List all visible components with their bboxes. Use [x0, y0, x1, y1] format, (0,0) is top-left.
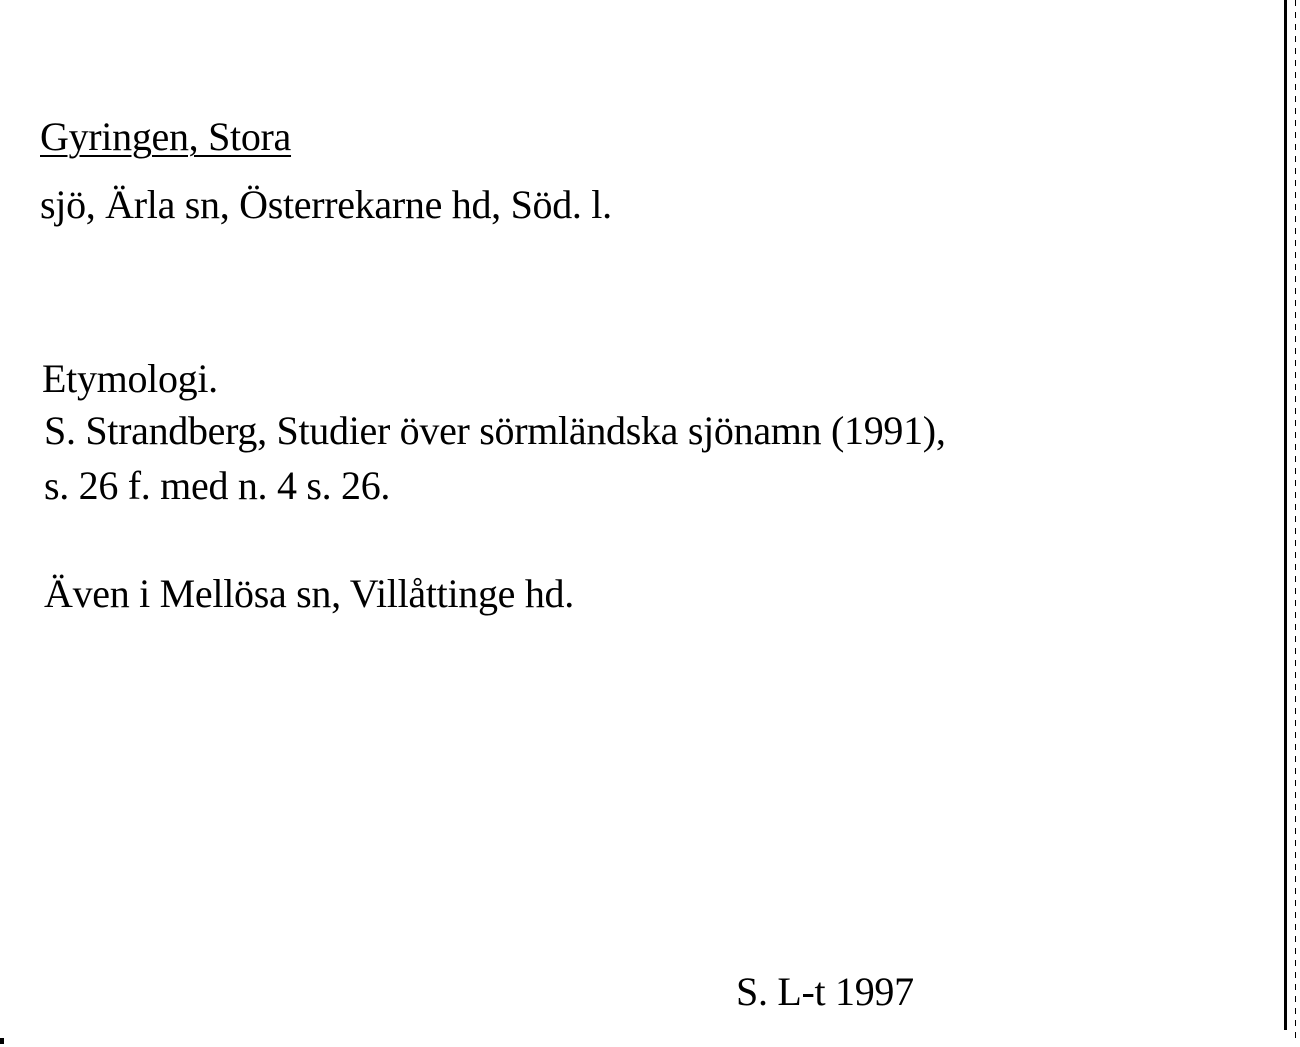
etymology-heading: Etymologi. [42, 356, 218, 401]
etymology-reference-line-1: S. Strandberg, Studier över sörmländska sjönamn (1991), [44, 408, 946, 453]
card-right-edge-shadow [1295, 0, 1296, 1040]
card-description: sjö, Ärla sn, Österrekarne hd, Söd. l. [40, 182, 612, 227]
card-right-edge [1284, 0, 1287, 1030]
also-note: Även i Mellösa sn, Villåttinge hd. [44, 571, 574, 616]
etymology-reference-line-2: s. 26 f. med n. 4 s. 26. [44, 463, 391, 508]
scan-speck [0, 1038, 4, 1044]
signature: S. L-t 1997 [736, 969, 914, 1014]
card-headword: Gyringen, Stora [40, 114, 292, 159]
